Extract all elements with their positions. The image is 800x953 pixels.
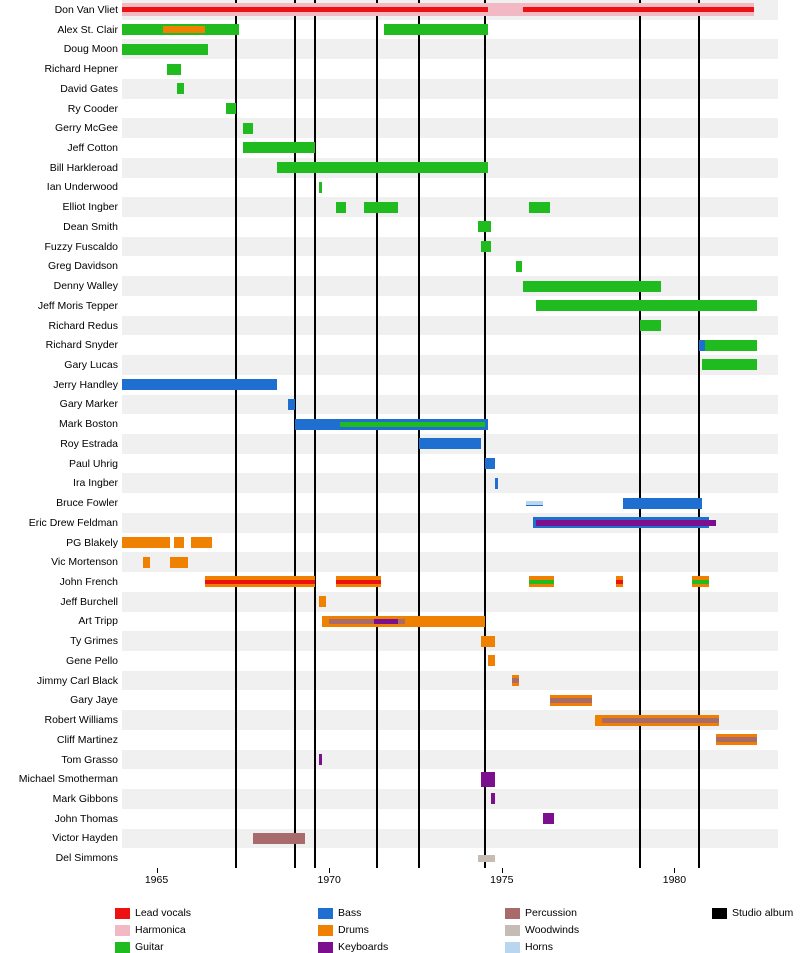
legend-label: Guitar — [135, 941, 164, 953]
timeline-bar — [340, 422, 485, 427]
row-label: David Gates — [60, 82, 118, 95]
row-label: Mark Boston — [59, 418, 118, 431]
timeline-bar — [122, 7, 488, 12]
timeline-bar — [640, 320, 661, 331]
row-band — [122, 769, 778, 789]
timeline-bar — [699, 340, 758, 351]
timeline-bar — [364, 202, 399, 213]
row-band — [122, 138, 778, 158]
row-label: Ty Grimes — [70, 635, 118, 648]
row-label: Victor Hayden — [52, 832, 118, 845]
row-label: Richard Hepner — [44, 63, 118, 76]
timeline-bar — [253, 833, 305, 844]
row-band — [122, 592, 778, 612]
timeline-bar — [488, 655, 495, 666]
row-band — [122, 730, 778, 750]
timeline-bar — [543, 813, 553, 824]
legend-label: Harmonica — [135, 924, 186, 936]
timeline-bar — [481, 636, 495, 647]
timeline-bar — [277, 162, 488, 173]
row-band — [122, 39, 778, 59]
timeline-bar — [481, 772, 495, 787]
timeline-bar — [478, 221, 492, 232]
timeline-bar — [167, 64, 181, 75]
timeline-bar — [529, 202, 550, 213]
row-label: Roy Estrada — [60, 437, 118, 450]
row-label: Gerry McGee — [54, 122, 118, 135]
row-band — [122, 671, 778, 691]
legend-label: Horns — [525, 941, 554, 953]
x-axis — [122, 868, 778, 890]
x-axis-tick-label: 1980 — [662, 874, 687, 886]
x-axis-tick — [157, 868, 158, 873]
studio-album-line — [639, 0, 641, 868]
row-band — [122, 631, 778, 651]
timeline-bar — [191, 537, 212, 548]
row-band — [122, 217, 778, 237]
row-band — [122, 690, 778, 710]
row-label: Denny Walley — [53, 280, 118, 293]
legend-label: Woodwinds — [525, 924, 580, 936]
row-band — [122, 809, 778, 829]
timeline-bar — [243, 142, 316, 153]
x-axis-tick-label: 1975 — [490, 874, 514, 886]
row-band — [122, 99, 778, 119]
x-axis-tick — [502, 868, 503, 873]
row-band — [122, 848, 778, 868]
plot-area — [122, 0, 778, 868]
row-label: Ian Underwood — [46, 181, 118, 194]
x-axis-tick — [674, 868, 675, 873]
row-label: Gary Jaye — [70, 694, 118, 707]
row-band — [122, 79, 778, 99]
timeline-bar — [163, 26, 204, 33]
timeline-bar — [485, 458, 495, 469]
timeline-bar — [336, 202, 346, 213]
timeline-bar — [536, 520, 716, 526]
timeline-bar — [319, 596, 326, 607]
x-axis-tick-label: 1970 — [317, 874, 341, 886]
timeline-bar — [226, 103, 236, 114]
timeline-bar — [616, 580, 623, 584]
studio-album-line — [235, 0, 237, 868]
row-band — [122, 276, 778, 296]
legend-label: Percussion — [525, 907, 577, 919]
legend-swatch — [505, 942, 520, 953]
timeline-bar — [205, 580, 315, 584]
row-label: Richard Snyder — [45, 339, 118, 352]
timeline-bar — [374, 619, 398, 624]
legend-swatch — [318, 908, 333, 919]
legend-label: Studio album — [732, 907, 794, 919]
studio-album-line — [698, 0, 700, 868]
timeline-bar — [529, 580, 553, 584]
legend-swatch — [115, 942, 130, 953]
row-label: Gene Pello — [66, 654, 118, 667]
row-label: Don Van Vliet — [54, 3, 118, 16]
timeline-bar — [122, 537, 170, 548]
timeline-bar — [384, 24, 488, 35]
timeline-bar — [319, 754, 322, 765]
row-label: Art Tripp — [78, 615, 118, 628]
row-label: Michael Smotherman — [18, 773, 118, 786]
legend-label: Drums — [338, 924, 369, 936]
row-label: PG Blakely — [66, 536, 118, 549]
row-band — [122, 473, 778, 493]
timeline-bar — [122, 44, 208, 55]
row-label: Gary Lucas — [64, 358, 118, 371]
legend-swatch — [318, 925, 333, 936]
row-label: Vic Mortenson — [51, 556, 118, 569]
timeline-bar — [122, 379, 277, 390]
timeline-bar — [495, 478, 498, 489]
row-band — [122, 237, 778, 257]
timeline-bar — [516, 261, 523, 272]
timeline-bar — [491, 793, 494, 804]
row-band — [122, 355, 778, 375]
timeline-bar — [523, 281, 661, 292]
legend-label: Lead vocals — [135, 907, 192, 919]
row-label: Jerry Handley — [53, 378, 118, 391]
row-band — [122, 750, 778, 770]
row-label: Greg Davidson — [47, 260, 118, 273]
row-label: Jimmy Carl Black — [36, 674, 118, 687]
timeline-bar — [702, 359, 757, 370]
timeline-bar — [526, 501, 543, 505]
row-label: Paul Uhrig — [68, 457, 118, 470]
row-label: Richard Redus — [48, 319, 118, 332]
timeline-bar — [319, 182, 322, 193]
row-band — [122, 552, 778, 572]
row-label: Alex St. Clair — [57, 23, 118, 36]
timeline-bar — [536, 300, 757, 311]
row-band — [122, 256, 778, 276]
timeline-bar — [170, 557, 187, 568]
timeline-bar — [550, 698, 591, 703]
row-label: Eric Drew Feldman — [28, 516, 118, 529]
row-label: Robert Williams — [44, 714, 118, 727]
row-label: Elliot Ingber — [62, 201, 118, 214]
row-band — [122, 118, 778, 138]
chart-legend — [0, 898, 800, 953]
legend-swatch — [115, 908, 130, 919]
row-label: John Thomas — [54, 812, 118, 825]
timeline-bar — [623, 498, 702, 509]
timeline-bar — [523, 7, 754, 12]
row-band — [122, 316, 778, 336]
timeline-bar — [243, 123, 253, 134]
row-label: Fuzzy Fuscaldo — [44, 240, 118, 253]
row-label: Ry Cooder — [67, 102, 118, 115]
timeline-bar — [143, 557, 150, 568]
legend-swatch — [115, 925, 130, 936]
row-label: Jeff Burchell — [60, 595, 118, 608]
row-band — [122, 395, 778, 415]
row-band — [122, 454, 778, 474]
row-label: Jeff Moris Tepper — [37, 299, 118, 312]
legend-swatch — [505, 908, 520, 919]
timeline-bar — [336, 580, 381, 584]
legend-label: Bass — [338, 907, 362, 919]
row-label: John French — [59, 575, 118, 588]
x-axis-tick — [329, 868, 330, 873]
row-label: Bruce Fowler — [56, 497, 118, 510]
row-label: Cliff Martinez — [56, 733, 118, 746]
row-label: Ira Ingber — [73, 477, 118, 490]
row-band — [122, 651, 778, 671]
legend-swatch — [505, 925, 520, 936]
studio-album-line — [418, 0, 420, 868]
timeline-bar — [692, 580, 709, 584]
row-band — [122, 59, 778, 79]
row-band — [122, 829, 778, 849]
legend-label: Keyboards — [338, 941, 389, 953]
row-label: Tom Grasso — [61, 753, 118, 766]
row-band — [122, 335, 778, 355]
studio-album-line — [376, 0, 378, 868]
timeline-bar — [419, 438, 481, 449]
x-axis-tick-label: 1965 — [144, 874, 169, 886]
timeline-bar — [478, 855, 495, 862]
row-label: Jeff Cotton — [67, 141, 118, 154]
timeline-bar — [699, 340, 706, 351]
row-label: Mark Gibbons — [52, 792, 118, 805]
legend-swatch — [712, 908, 727, 919]
studio-album-line — [484, 0, 486, 868]
row-label: Bill Harkleroad — [49, 161, 118, 174]
timeline-bar — [716, 737, 757, 742]
timeline-bar — [481, 241, 491, 252]
legend-swatch — [318, 942, 333, 953]
timeline-bar — [288, 399, 295, 410]
row-label: Gary Marker — [59, 398, 118, 411]
row-label: Doug Moon — [63, 43, 118, 56]
timeline-bar — [177, 83, 184, 94]
row-band — [122, 533, 778, 553]
row-label: Del Simmons — [55, 852, 118, 865]
timeline-bar — [512, 678, 519, 683]
studio-album-line — [294, 0, 296, 868]
row-band — [122, 178, 778, 198]
row-band — [122, 789, 778, 809]
timeline-bar — [174, 537, 184, 548]
studio-album-line — [314, 0, 316, 868]
timeline-bar — [602, 718, 719, 723]
row-label: Dean Smith — [63, 220, 118, 233]
row-band — [122, 197, 778, 217]
